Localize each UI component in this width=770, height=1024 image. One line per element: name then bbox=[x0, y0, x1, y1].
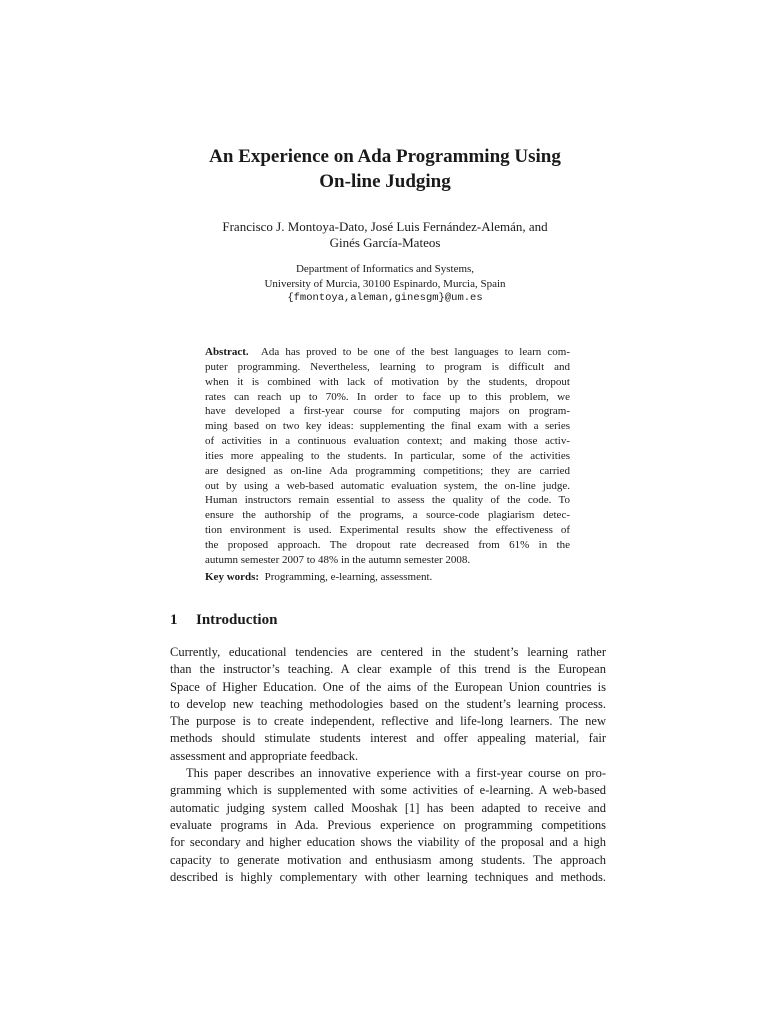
abstract bbox=[205, 345, 570, 568]
author-line: Francisco J. Montoya-Dato, José Luis Fernández-Alemán, and bbox=[222, 219, 548, 234]
abstract-line bbox=[205, 345, 570, 360]
affiliation bbox=[0, 262, 770, 306]
abstract-text: Ada has proved to be one of the best languages to learn com- bbox=[260, 346, 570, 358]
body-line: than the instructor’s teaching. A clear example of this trend is the European bbox=[170, 662, 606, 677]
keywords-label: Key words: bbox=[205, 571, 260, 583]
abstract-line: ities more appealing to the students. In particular, some of the activities bbox=[205, 449, 570, 462]
affiliation-line: Department of Informatics and Systems, bbox=[295, 263, 475, 275]
body-line: Space of Higher Education. One of the aims of the European Union countries is bbox=[170, 679, 606, 694]
abstract-line: are designed as on-line Ada programming competitions; they are carried bbox=[205, 464, 570, 477]
section-title: Introduction bbox=[196, 612, 278, 628]
abstract-line: when it is combined with lack of motivation by the students, dropout bbox=[205, 375, 570, 388]
keywords-text: Programming, e-learning, assessment. bbox=[264, 571, 433, 583]
abstract-line: rates can reach up to 70%. In order to face up to this problem, we bbox=[205, 390, 570, 403]
affiliation-line: University of Murcia, 30100 Espinardo, Murcia, Spain bbox=[264, 277, 506, 290]
body-line: Currently, educational tendencies are centered in the student’s learning rather bbox=[170, 645, 606, 659]
body-line: capacity to generate motivation and enthusiasm among students. The approach bbox=[170, 852, 606, 867]
abstract-line: autumn semester 2007 to 48% in the autumn semester 2008. bbox=[205, 553, 471, 566]
abstract-line: of activities in a continuous evaluation context; and making those activ- bbox=[205, 435, 570, 448]
body-line: to develop new teaching methodologies based on the student’s learning process. bbox=[170, 696, 606, 711]
abstract-line: out by using a web-based automatic evaluation system, the on-line judge. bbox=[205, 479, 570, 492]
section-body bbox=[170, 644, 606, 886]
body-line: This paper describes an innovative experience with a first-year course on pro- bbox=[186, 766, 606, 781]
author-list bbox=[0, 219, 770, 251]
body-line: automatic judging system called Mooshak [1] has been adapted to receive and bbox=[170, 800, 606, 815]
abstract-label: Abstract. bbox=[205, 346, 249, 358]
body-line: evaluate programs in Ada. Previous experience on programming competitions bbox=[170, 817, 606, 832]
author-line: Ginés García-Mateos bbox=[329, 235, 441, 250]
body-line: The purpose is to create independent, reflective and life-long learners. The new bbox=[170, 714, 606, 729]
title-line: An Experience on Ada Programming Using bbox=[209, 146, 561, 167]
abstract-line: Human instructors remain essential to assess the quality of the code. To bbox=[205, 494, 570, 507]
abstract-line: puter programming. Nevertheless, learning to program is difficult and bbox=[205, 360, 570, 373]
abstract-line: the proposed approach. The dropout rate decreased from 61% in the bbox=[205, 538, 570, 551]
abstract-line: ming based on two key ideas: supplementing the final exam with a series bbox=[205, 420, 570, 433]
abstract-line: have developed a first-year course for computing majors on program- bbox=[205, 405, 570, 418]
section-heading bbox=[170, 610, 277, 630]
body-line: gramming which is supplemented with some activities of e-learning. A web-based bbox=[170, 783, 606, 798]
body-line: methods should stimulate students interest and offer appealing material, fair bbox=[170, 731, 606, 746]
body-line: described is highly complementary with other learning techniques and methods. bbox=[170, 869, 606, 884]
author-email: {fmontoya,aleman,ginesgm}@um.es bbox=[287, 292, 483, 305]
title-line: On-line Judging bbox=[319, 170, 451, 192]
keywords bbox=[205, 570, 570, 584]
body-line: for secondary and higher education shows the viability of the proposal and a high bbox=[170, 835, 606, 850]
section-number: 1 bbox=[170, 612, 178, 628]
abstract-line: ensure the authorship of the programs, a source-code plagiarism detec- bbox=[205, 509, 570, 522]
abstract-line: tion environment is used. Experimental results show the effectiveness of bbox=[205, 524, 570, 537]
body-line: assessment and appropriate feedback. bbox=[170, 748, 359, 763]
paper-title bbox=[0, 145, 770, 194]
